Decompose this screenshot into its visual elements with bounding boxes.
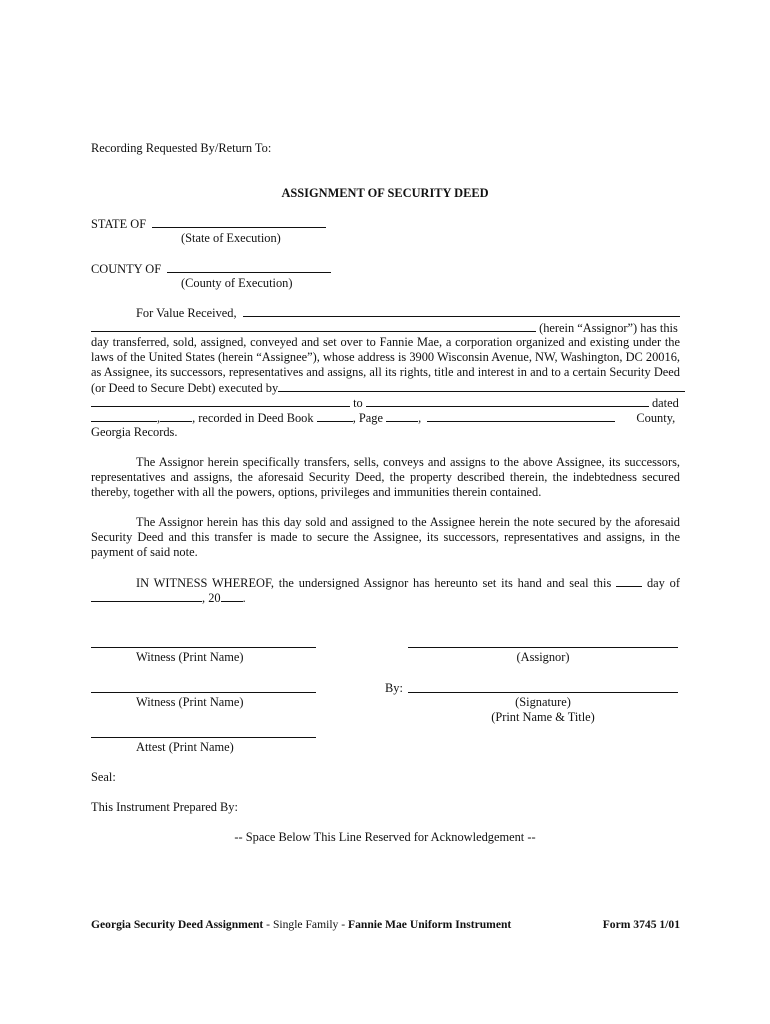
period: . xyxy=(242,591,246,605)
day-blank[interactable] xyxy=(616,575,642,587)
herein-assignor-line xyxy=(91,320,678,336)
month-blank[interactable] xyxy=(91,590,202,602)
for-value-label: For Value Received, xyxy=(136,306,237,320)
to-dated-line xyxy=(91,395,679,411)
print-name-title-caption: (Print Name & Title) xyxy=(491,710,595,724)
county-caption: (County of Execution) xyxy=(181,276,293,290)
footer-left xyxy=(91,917,511,932)
georgia-records: Georgia Records. xyxy=(91,425,178,439)
assignor-caption: (Assignor) xyxy=(516,650,570,664)
footer-sep-2: - xyxy=(338,918,349,931)
assignor-name-blank[interactable] xyxy=(243,305,680,317)
body-line-3: day transferred, sold, assigned, conveyed and set over to Fannie Mae, a corporation organized and existing under the xyxy=(91,335,680,349)
witness-whereof-line xyxy=(91,575,680,591)
witness1-caption: Witness (Print Name) xyxy=(136,650,244,664)
assignor-name-blank-2[interactable] xyxy=(91,320,536,332)
witness-whereof-text: IN WITNESS WHEREOF, the undersigned Assignor has hereunto set its hand and seal this xyxy=(136,576,612,590)
by-label: By: xyxy=(385,681,403,695)
year-prefix: , 20 xyxy=(202,591,221,605)
executed-by-label: (or Deed to Secure Debt) executed by xyxy=(91,381,279,395)
body-line-4: laws of the United States (herein “Assignee”), whose address is 3900 Wisconsin Avenue, NW, Washington, DC 20016, xyxy=(91,350,680,364)
dated-label: dated xyxy=(651,396,679,410)
recording-requested-label: Recording Requested By/Return To: xyxy=(91,141,272,155)
footer-sep-1: - xyxy=(263,918,273,931)
footer-form-number: Form 3745 1/01 xyxy=(602,918,680,931)
attest-caption: Attest (Print Name) xyxy=(136,740,234,754)
state-line xyxy=(91,216,326,232)
county-blank[interactable] xyxy=(167,261,331,273)
assignor-signature-line[interactable] xyxy=(408,647,678,648)
state-label: STATE OF xyxy=(91,217,147,231)
page-label: , Page xyxy=(352,411,383,425)
day-of-label: day of xyxy=(646,576,680,590)
witness2-signature-line[interactable] xyxy=(91,692,316,693)
paragraph-transfer: The Assignor herein specifically transfers, sells, conveys and assigns to the above Assignee, its successors, representatives and assigns, the aforesaid Security Deed, the property described therein, the indebtedness secured thereby, together with all the powers, options, privileges and immunities therein contained. xyxy=(91,455,680,499)
witness1-signature-line[interactable] xyxy=(91,647,316,648)
paragraph-note: The Assignor herein has this day sold and assigned to the Assignee herein the note secured by the aforesaid Security Deed and this transfer is made to secure the Assignee, its successors, representatives and assigns, in the payment of said note. xyxy=(91,515,680,559)
month-year-line xyxy=(91,590,246,606)
record-county-blank[interactable] xyxy=(427,410,615,422)
signature-caption: (Signature) xyxy=(515,695,571,709)
county-label: COUNTY OF xyxy=(91,262,162,276)
prepared-by-label: This Instrument Prepared By: xyxy=(91,800,238,814)
grantee-blank[interactable] xyxy=(91,395,350,407)
recorded-line xyxy=(91,410,675,426)
page-blank[interactable] xyxy=(386,410,418,422)
date-month-blank[interactable] xyxy=(91,410,157,422)
year-blank[interactable] xyxy=(221,590,243,602)
for-value-line xyxy=(136,305,680,321)
county-line xyxy=(91,261,331,277)
recorded-label: , recorded in Deed Book xyxy=(192,411,314,425)
body-line-5: as Assignee, its successors, representatives and assigns, all its rights, title and interest in and to a certain Security Deed xyxy=(91,365,680,379)
state-caption: (State of Execution) xyxy=(181,231,281,245)
executed-by-line xyxy=(91,380,685,396)
county-suffix: County, xyxy=(636,411,676,425)
date-year-blank[interactable] xyxy=(160,410,192,422)
lender-blank[interactable] xyxy=(366,395,649,407)
attest-signature-line[interactable] xyxy=(91,737,316,738)
herein-assignor-text: (herein “Assignor”) has this xyxy=(539,321,678,335)
footer-form-name: Georgia Security Deed Assignment xyxy=(91,918,264,931)
witness2-caption: Witness (Print Name) xyxy=(136,695,244,709)
acknowledgement-reserved-note: -- Space Below This Line Reserved for Acknowledgement -- xyxy=(234,830,536,844)
page-comma: , xyxy=(418,411,422,425)
grantor-blank[interactable] xyxy=(278,380,685,392)
deed-book-blank[interactable] xyxy=(317,410,353,422)
footer-family: Single Family xyxy=(272,918,339,931)
by-signature-line[interactable] xyxy=(408,692,678,693)
seal-label: Seal: xyxy=(91,770,116,784)
to-label: to xyxy=(353,396,363,410)
date-comma: , xyxy=(157,411,161,425)
state-blank[interactable] xyxy=(152,216,326,228)
footer-instrument: Fannie Mae Uniform Instrument xyxy=(348,918,512,931)
document-title: ASSIGNMENT OF SECURITY DEED xyxy=(281,186,489,200)
